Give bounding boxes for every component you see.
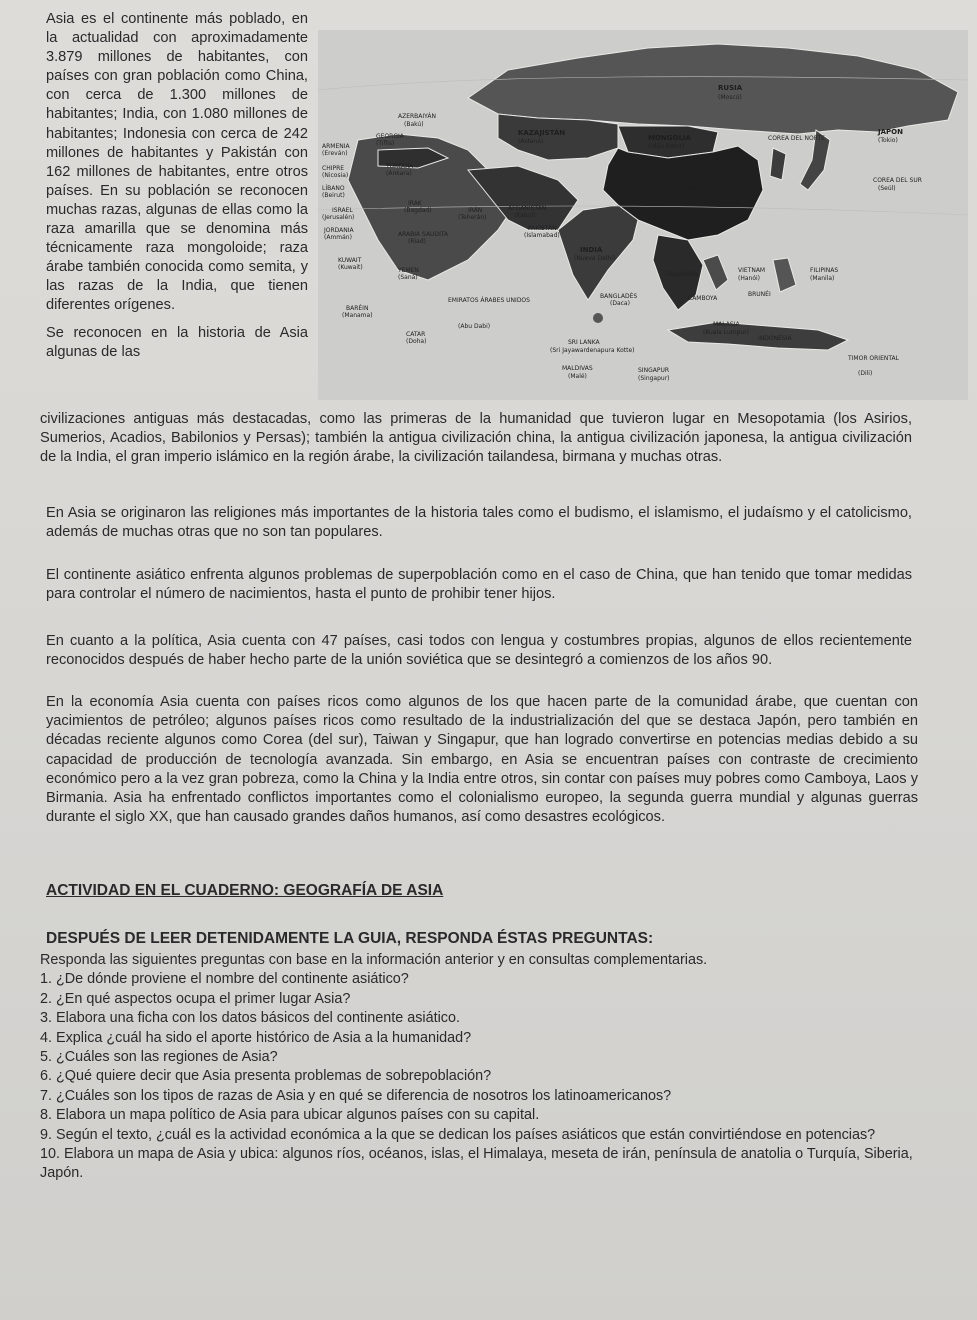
question-list [40,951,920,1184]
instructions-text: Responda las siguientes preguntas con base en la información anterior y en consultas complementarias. [40,952,708,968]
map-label-teheran: (Teherán) [458,214,487,221]
map-label-nicosia: (Nicosia) [322,172,349,179]
map-label-kabul: (Kabul) [514,212,536,219]
map-label-tokio: (Tokio) [878,137,898,144]
economy-paragraph: En la economía Asia cuenta con países ricos como algunos de los que hacen parte de la comunidad árabe, que cuentan con yacimientos de petróleo; algunos países ricos como resultado de la industrialización del que se destaca Japón, pero también en décadas reciente algunos como Corea (del sur), Taiwan y Singapur, que han logrado convertirse en potencias medias debido a su capacidad de producción de tecnología avanzada. Sin embargo, en Asia se encuentran países con contraste de crecimiento económico pero a la vez gran pobreza, como la China y la India entre otros, sin contar con países muy pobres como Camboya, Laos y Birmania. Asia ha enfrentado conflictos importantes como el colonialismo europeo, la segunda guerra mundial y algunas guerras durante el siglo XX, que han causado grandes daños humanos, así como desastres ecológicos. [46,694,918,826]
map-label-kuwait-city: (Kuwait) [338,264,363,271]
religion-paragraph: En Asia se originaron las religiones más importantes de la historia tales como el budismo, el islamismo, el judaísmo y el catolicismo, además de muchas otras que no son tan populares. [46,505,912,541]
map-label-iran: IRÁN [468,207,483,214]
map-label-mongolia: MONGOLIA [648,134,691,142]
question-item: 7. ¿Cuáles son los tipos de razas de Asia y en qué se diferencia de nosotros los latinoamericanos? [40,1087,672,1104]
map-label-japon: JAPÓN [878,128,903,136]
map-label-islamabad: (Islamabad) [524,232,560,239]
map-label-nueva-delhi: (Nueva Delhi) [574,255,616,262]
map-label-afganistan: AFGANISTÁN [508,205,547,212]
question-item: 5. ¿Cuáles son las regiones de Asia? [40,1049,278,1066]
map-label-abu-dabi: (Abu Dabi) [458,323,491,330]
intro-paragraph: Asia es el continente más poblado, en la actualidad con aproximadamente 3.879 millones de habitantes, con países con gran población como China, con cerca de 1.300 millones de habitantes; India, con 1.080 millones de habitantes; Indonesia con cerca de 242 millones de habitantes y Pakistán con 162 millones de habitantes, entre otros países. En su población se reconocen muchas razas, algunas de ellas como la raza amarilla que se denomina más técnicamente raza mongoloide; raza árabe también conocida como semita, y las razas de la India, que tienen diferentes orígenes. [46,11,308,314]
map-label-singapur-city: (Singapur) [638,375,670,382]
question-item: 9. Según el texto, ¿cuál es la actividad económica a la que se dedican los países asiáticos que están convirtiéndose en potencias? [40,1126,876,1143]
history-paragraph [40,410,912,468]
map-label-amman: (Ammán) [324,234,352,241]
map-label-maldivas: MALDIVAS [562,365,593,372]
map-label-moscu: (Moscú) [718,94,742,101]
map-label-israel: ISRAEL [332,207,353,214]
politics-paragraph: En cuanto a la política, Asia cuenta con 47 países, casi todos con lengua y costumbres propias, algunos de ellos recientemente reconocidos después de haber hecho parte de la unión soviética que se desintegró a comienzos de los años 90. [46,633,912,669]
map-label-tiflis: (Tiflis) [376,140,395,147]
map-label-jordania: JORDANIA [324,227,354,234]
asia-political-map [318,30,968,400]
map-label-kazajistan: KAZAJISTÁN [518,129,566,137]
question-item: 1. ¿De dónde proviene el nombre del continente asiático? [40,971,409,988]
map-label-bagdad: (Bagdad) [404,207,432,214]
map-label-camboya: CAMBOYA [688,295,718,302]
map-label-chipre: CHIPRE [322,165,345,172]
intro-column [46,10,308,362]
map-label-rusia: RUSIA [718,84,743,92]
map-label-tailandia: TAILANDIA [666,271,698,278]
map-label-manila: (Manila) [810,275,835,282]
map-label-beirut: (Beirut) [322,192,345,199]
population-paragraph: El continente asiático enfrenta algunos problemas de superpoblación como en el caso de China, que han tenido que tomar medidas para controlar el número de nacimientos, hasta el punto de prohibir tener hijos. [46,567,912,603]
map-label-georgia: GEORGIA [376,133,404,140]
economy-paragraph-block [46,693,918,827]
map-label-turquia: TURQUÍA [386,163,414,170]
map-label-brunei: BRUNÉI [748,291,771,298]
question-item: 3. Elabora una ficha con los datos básicos del continente asiático. [40,1010,460,1027]
map-label-sana: (Saná) [398,274,418,281]
map-label-pakistan: PAKISTÁN [528,225,557,232]
map-label-kuwait: KUWAIT [338,257,362,264]
map-label-hanoi: (Hanói) [738,275,761,282]
map-label-bangladesh: BANGLADÉS [600,293,638,300]
history-paragraph-start: Se reconocen en la historia de Asia algunas de las [46,324,308,360]
question-item: 2. ¿En qué aspectos ocupa el primer lugar Asia? [40,990,351,1007]
question-item: 4. Explica ¿cuál ha sido el aporte histórico de Asia a la humanidad? [40,1029,472,1046]
map-label-filipinas: FILIPINAS [810,267,839,274]
map-label-manama: (Manama) [342,312,373,319]
map-svg [318,30,968,400]
map-label-sri-lanka: SRI LANKA [568,339,600,346]
question-item: 8. Elabora un mapa político de Asia para ubicar algunos países con su capital. [40,1107,540,1124]
population-paragraph-block [46,566,912,604]
map-label-seul: (Seúl) [878,185,896,192]
map-label-ulan-bator: (Ulán Bator) [648,143,685,150]
map-label-irak: IRAK [408,200,422,207]
history-paragraph-rest: civilizaciones antiguas más destacadas, como las primeras de la humanidad que tuvieron lugar en Mesopotamia (los Asirios, Sumerios, Acadios, Babilonios y Persas); también la antigua civilización china, la antigua civilización japonesa, la antigua civilización de la India, el gran imperio islámico en la región árabe, la civilización tailandesa, birmana y muchas otras. [40,411,912,466]
map-label-malasia: MALASIA [713,321,740,328]
map-label-arabia: ARABIA SAUDITA [398,231,449,238]
map-label-kuala-lumpur: (Kuala Lumpur) [703,329,750,336]
map-label-emiratos: EMIRATOS ÁRABES UNIDOS [448,297,530,304]
question-item: 6. ¿Qué quiere decir que Asia presenta problemas de sobrepoblación? [40,1068,492,1085]
map-label-singapur: SINGAPUR [638,367,669,374]
map-label-ankara: (Ankara) [386,170,412,177]
map-label-daca: (Daca) [610,300,630,307]
map-label-indonesia: INDONESIA [758,335,792,342]
map-label-azerbaiyan: AZERBAIYÁN [398,113,436,120]
map-label-armenia: ARMENIA [322,143,350,150]
map-label-pekin: (Pekín) [678,193,699,200]
religion-paragraph-block [46,504,912,542]
map-label-dili: (Dili) [858,370,873,377]
map-label-india: INDIA [580,246,603,254]
map-label-erevan: (Ereván) [322,150,348,157]
map-label-corea-norte: COREA DEL NORTE [768,135,825,142]
map-label-male: (Malé) [568,373,587,380]
question-item: 10. Elabora un mapa de Asia y ubica: algunos ríos, océanos, islas, el Himalaya, meseta de irán, península de anatolia o Turquía, Siberia, Japón. [40,1146,913,1182]
activity-title: ACTIVIDAD EN EL CUADERNO: GEOGRAFÍA DE ASIA [46,882,444,899]
map-label-baku: (Bakú) [404,121,424,128]
map-label-barein: BARÉIN [346,305,369,312]
map-label-jerusalen: (Jerusalén) [322,214,355,221]
map-label-qatar: CATAR [406,331,426,338]
map-label-astana: (Astaná) [518,138,544,145]
map-label-riad: (Riad) [408,238,427,245]
activity-subtitle: DESPUÉS DE LEER DETENIDAMENTE LA GUIA, RESPONDA ÉSTAS PREGUNTAS: [46,930,654,947]
map-label-yemen: YEMEN [398,267,419,274]
map-label-timor: TIMOR ORIENTAL [848,355,899,362]
map-label-corea-sur: COREA DEL SUR [873,177,922,184]
map-label-china: CHINA [678,184,703,192]
politics-paragraph-block [46,632,912,670]
map-label-doha: (Doha) [406,338,427,345]
map-label-vietnam: VIETNAM [738,267,766,274]
map-label-libano: LÍBANO [322,185,345,192]
map-label-kotte: (Sri Jayawardenapura Kotte) [550,347,635,354]
